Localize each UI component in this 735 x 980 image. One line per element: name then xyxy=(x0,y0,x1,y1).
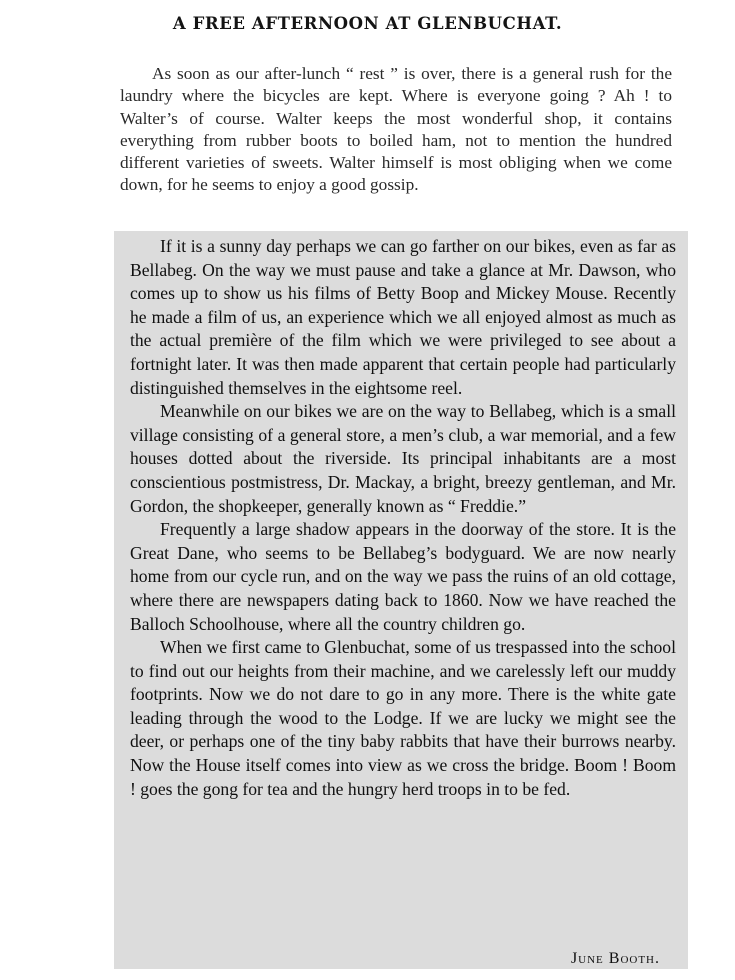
shaded-text-block xyxy=(130,235,676,801)
paragraph-1: As soon as our after-lunch “ rest ” is over, there is a general rush for the laundry where the bicycles are kept. Where is everyone going ? Ah ! to Walter’s of course. Walter keeps the most wonderful shop, it contains everything from rubber boots to boiled ham, not to mention the hundred different varieties of sweets. Walter himself is most obliging when we come down, for he seems to enjoy a good gossip. xyxy=(120,64,672,195)
paragraph-3: Meanwhile on our bikes we are on the way to Bellabeg, which is a small village consisting of a general store, a men’s club, a war memorial, and a few houses dotted about the riverside. Its principal inhabitants are a most conscientious postmistress, Dr. Mackay, a bright, breezy gentleman, and Mr. Gordon, the shopkeeper, generally known as “ Freddie.” xyxy=(130,401,676,516)
author-signature: June Booth. xyxy=(570,950,660,967)
paragraph-4: Frequently a large shadow appears in the doorway of the store. It is the Great Dane, who seems to be Bellabeg’s bodyguard. We are now nearly home from our cycle run, and on the way we pass the ruins of an old cottage, where there are newspapers dating back to 1860. Now we have reached the Balloch Schoolhouse, where all the country children go. xyxy=(130,519,676,634)
paragraph-2: If it is a sunny day perhaps we can go farther on our bikes, even as far as Bellabeg. On the way we must pause and take a glance at Mr. Dawson, who comes up to show us his films of Betty Boop and Mickey Mouse. Recently he made a film of us, an experience which we all enjoyed almost as much as the actual première of the film which we were privileged to see about a fortnight later. It was then made apparent that certain people had particularly distinguished themselves in the eightsome reel. xyxy=(130,236,676,398)
article-title: A FREE AFTERNOON AT GLENBUCHAT. xyxy=(172,14,563,33)
paragraph-5: When we first came to Glenbuchat, some of us trespassed into the school to find out our heights from their machine, and we carelessly left our muddy footprints. Now we do not dare to go in any more. There is the white gate leading through the wood to the Lodge. If we are lucky we might see the deer, or perhaps one of the tiny baby rabbits that have their burrows nearby. Now the House itself comes into view as we cross the bridge. Boom ! Boom ! goes the gong for tea and the hungry herd troops in to be fed. xyxy=(130,637,676,799)
intro-block xyxy=(120,63,672,197)
